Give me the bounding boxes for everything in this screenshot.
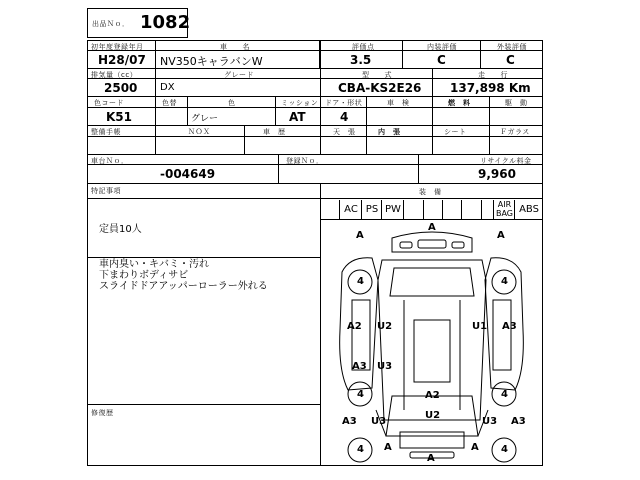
remark-line-1: 車内臭い・キバミ・汚れ (99, 259, 209, 270)
car-name-value: NV350キャラバンW (160, 55, 263, 68)
diag-rear-a-bottom: A (427, 453, 435, 464)
equip-abs: ABS (519, 204, 539, 215)
diag-rear-right-u3: U3 (482, 416, 498, 427)
diag-front-top: A (428, 222, 436, 233)
diag-roof-u2: U2 (425, 410, 441, 421)
diag-rear-right-a3: A3 (511, 416, 526, 427)
mission-label: ミッション (281, 99, 319, 107)
reg-no-label: 登録Ｎｏ． (286, 157, 324, 165)
service-book-label: 整備手帳 (91, 128, 121, 136)
diag-left-u3: U3 (377, 361, 393, 372)
diag-left-a3-mid: A3 (352, 361, 367, 372)
color-label: 色 (228, 99, 236, 107)
interior-label: 内装評価 (427, 43, 457, 51)
diag-rear-a-right: A (471, 442, 479, 453)
recycle-label: リサイクル料金 (480, 157, 532, 165)
repaint-label: 色替 (162, 99, 177, 107)
chassis-label: 車台Ｎｏ． (91, 157, 129, 165)
color-code-value: K51 (106, 110, 132, 124)
interior-value: C (437, 53, 446, 67)
diag-tire-fl: 4 (357, 276, 364, 287)
fuel-label: 燃 料 (448, 99, 471, 107)
door-label: ドア・形状 (325, 99, 363, 107)
remarks-title: 特記事項 (91, 187, 121, 195)
model-value: CBA-KS2E26 (338, 81, 422, 95)
grade-value: DX (160, 82, 175, 93)
equip-pw: PW (385, 204, 401, 215)
score-value: 3.5 (350, 53, 372, 67)
mission-value: AT (289, 110, 306, 124)
diag-rear-a-left: A (384, 442, 392, 453)
mileage-label: 走 行 (478, 71, 508, 79)
mileage-value: 137,898 Km (450, 81, 531, 95)
equip-airbag (494, 200, 515, 218)
displacement-label: 排気量（cc） (91, 71, 138, 79)
remark-line-3: スライドドアアッパーローラー外れる (99, 281, 268, 292)
repair-history-title: 修復歴 (91, 409, 114, 417)
diag-rear-left-a3: A3 (342, 416, 357, 427)
reg-date-value: H28/07 (98, 53, 146, 67)
door-value: 4 (340, 110, 349, 124)
lot-label: 出品Ｎｏ． (92, 20, 130, 28)
score-label: 評価点 (352, 43, 375, 51)
car-diagram (320, 220, 543, 466)
diag-front-left: A (356, 230, 364, 241)
diag-roof-a2: A2 (425, 390, 440, 401)
equip-ps: PS (365, 204, 379, 215)
capacity-note: 定員10人 (99, 224, 142, 235)
sunroof-label: 天 張 (333, 128, 356, 136)
chassis-value: -004649 (160, 167, 216, 181)
diag-tire-rl: 4 (357, 389, 364, 400)
displacement-value: 2500 (104, 81, 138, 95)
equip-airbag-line2: BAG (495, 209, 514, 218)
model-label: 型 式 (362, 71, 392, 79)
seat-label: シート (444, 128, 467, 136)
color-value: グレー (191, 114, 219, 124)
diag-tire-fr: 4 (501, 276, 508, 287)
diag-right-a3: A3 (502, 321, 517, 332)
recycle-value: 9,960 (478, 167, 516, 181)
car-name-label: 車 名 (220, 43, 250, 51)
equip-airbag-line1: AIR (497, 200, 512, 209)
drive-label: 駆 動 (505, 99, 528, 107)
nox-label: ＮＯＸ (188, 128, 211, 136)
color-code-label: 色コード (94, 99, 124, 107)
diag-tire-br: 4 (501, 444, 508, 455)
remark-line-2: 下まわりボディサビ (99, 270, 189, 281)
diag-left-a2: A2 (347, 321, 362, 332)
diag-right-u1: U1 (472, 321, 488, 332)
lot-number: 1082 (140, 12, 191, 33)
fglass-label: Ｆガラス (500, 128, 530, 136)
history-label: 車 歴 (263, 128, 286, 136)
equip-ac: AC (344, 204, 358, 215)
diag-rear-left-u3: U3 (371, 416, 387, 427)
exterior-value: C (506, 53, 515, 67)
inspection-label: 車 検 (387, 99, 410, 107)
reg-date-label: 初年度登録年月 (91, 43, 144, 51)
diag-tire-bl: 4 (357, 444, 364, 455)
diag-front-right: A (497, 230, 505, 241)
interior-lining-label: 内 張 (378, 128, 401, 136)
diag-tire-rr: 4 (501, 389, 508, 400)
equipment-title: 装 備 (419, 188, 442, 196)
exterior-label: 外装評価 (497, 43, 527, 51)
diag-left-u2: U2 (377, 321, 393, 332)
grade-label: グレード (224, 71, 254, 79)
